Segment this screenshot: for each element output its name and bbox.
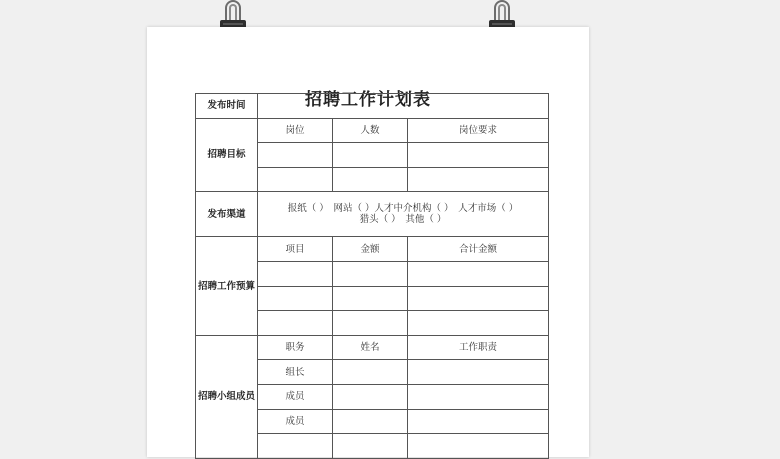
header-duty: 职务 bbox=[258, 335, 333, 360]
budget-cell[interactable] bbox=[408, 286, 549, 311]
header-position: 岗位 bbox=[258, 118, 333, 143]
budget-cell[interactable] bbox=[408, 311, 549, 336]
target-cell[interactable] bbox=[408, 143, 549, 168]
row-channel bbox=[196, 192, 549, 237]
row-target-header bbox=[196, 118, 549, 143]
target-cell[interactable] bbox=[258, 143, 333, 168]
document-title: 招聘工作计划表 bbox=[305, 90, 431, 110]
row-team-header bbox=[196, 335, 549, 360]
label-budget: 招聘工作预算 bbox=[196, 237, 258, 335]
document-page bbox=[147, 27, 589, 457]
target-cell[interactable] bbox=[408, 167, 549, 192]
team-cell[interactable] bbox=[333, 360, 408, 385]
budget-cell[interactable] bbox=[258, 261, 333, 286]
budget-cell[interactable] bbox=[333, 286, 408, 311]
row-budget-header bbox=[196, 237, 549, 262]
channel-options-line2: 猎头（ ） 其他（ ） bbox=[359, 214, 447, 226]
target-cell[interactable] bbox=[333, 167, 408, 192]
budget-cell[interactable] bbox=[333, 261, 408, 286]
team-role-member: 成员 bbox=[258, 409, 333, 434]
label-channel: 发布渠道 bbox=[196, 192, 258, 237]
header-requirements: 岗位要求 bbox=[408, 118, 549, 143]
header-headcount: 人数 bbox=[333, 118, 408, 143]
publish-time-cell[interactable] bbox=[258, 94, 549, 119]
header-total: 合计金额 bbox=[408, 237, 549, 262]
label-publish-time: 发布时间 bbox=[196, 94, 258, 119]
budget-cell[interactable] bbox=[333, 311, 408, 336]
team-cell[interactable] bbox=[333, 384, 408, 409]
team-role-member: 成员 bbox=[258, 384, 333, 409]
label-target: 招聘目标 bbox=[196, 118, 258, 192]
header-responsibility: 工作职责 bbox=[408, 335, 549, 360]
channel-options[interactable] bbox=[258, 192, 549, 237]
target-cell[interactable] bbox=[333, 143, 408, 168]
team-cell[interactable] bbox=[408, 360, 549, 385]
header-amount: 金额 bbox=[333, 237, 408, 262]
channel-options-line1: 报纸（ ） 网站（ ）人才中介机构（ ） 人才市场（ ） bbox=[287, 203, 519, 215]
team-cell[interactable] bbox=[333, 434, 408, 459]
team-cell[interactable] bbox=[408, 384, 549, 409]
team-cell[interactable] bbox=[333, 409, 408, 434]
budget-cell[interactable] bbox=[408, 261, 549, 286]
header-name: 姓名 bbox=[333, 335, 408, 360]
budget-cell[interactable] bbox=[258, 311, 333, 336]
recruitment-plan-table bbox=[195, 93, 549, 459]
team-cell[interactable] bbox=[408, 409, 549, 434]
row-publish-time bbox=[196, 94, 549, 119]
team-role-leader: 组长 bbox=[258, 360, 333, 385]
budget-cell[interactable] bbox=[258, 286, 333, 311]
team-cell[interactable] bbox=[408, 434, 549, 459]
header-item: 项目 bbox=[258, 237, 333, 262]
team-cell[interactable] bbox=[258, 434, 333, 459]
label-team: 招聘小组成员 bbox=[196, 335, 258, 458]
target-cell[interactable] bbox=[258, 167, 333, 192]
